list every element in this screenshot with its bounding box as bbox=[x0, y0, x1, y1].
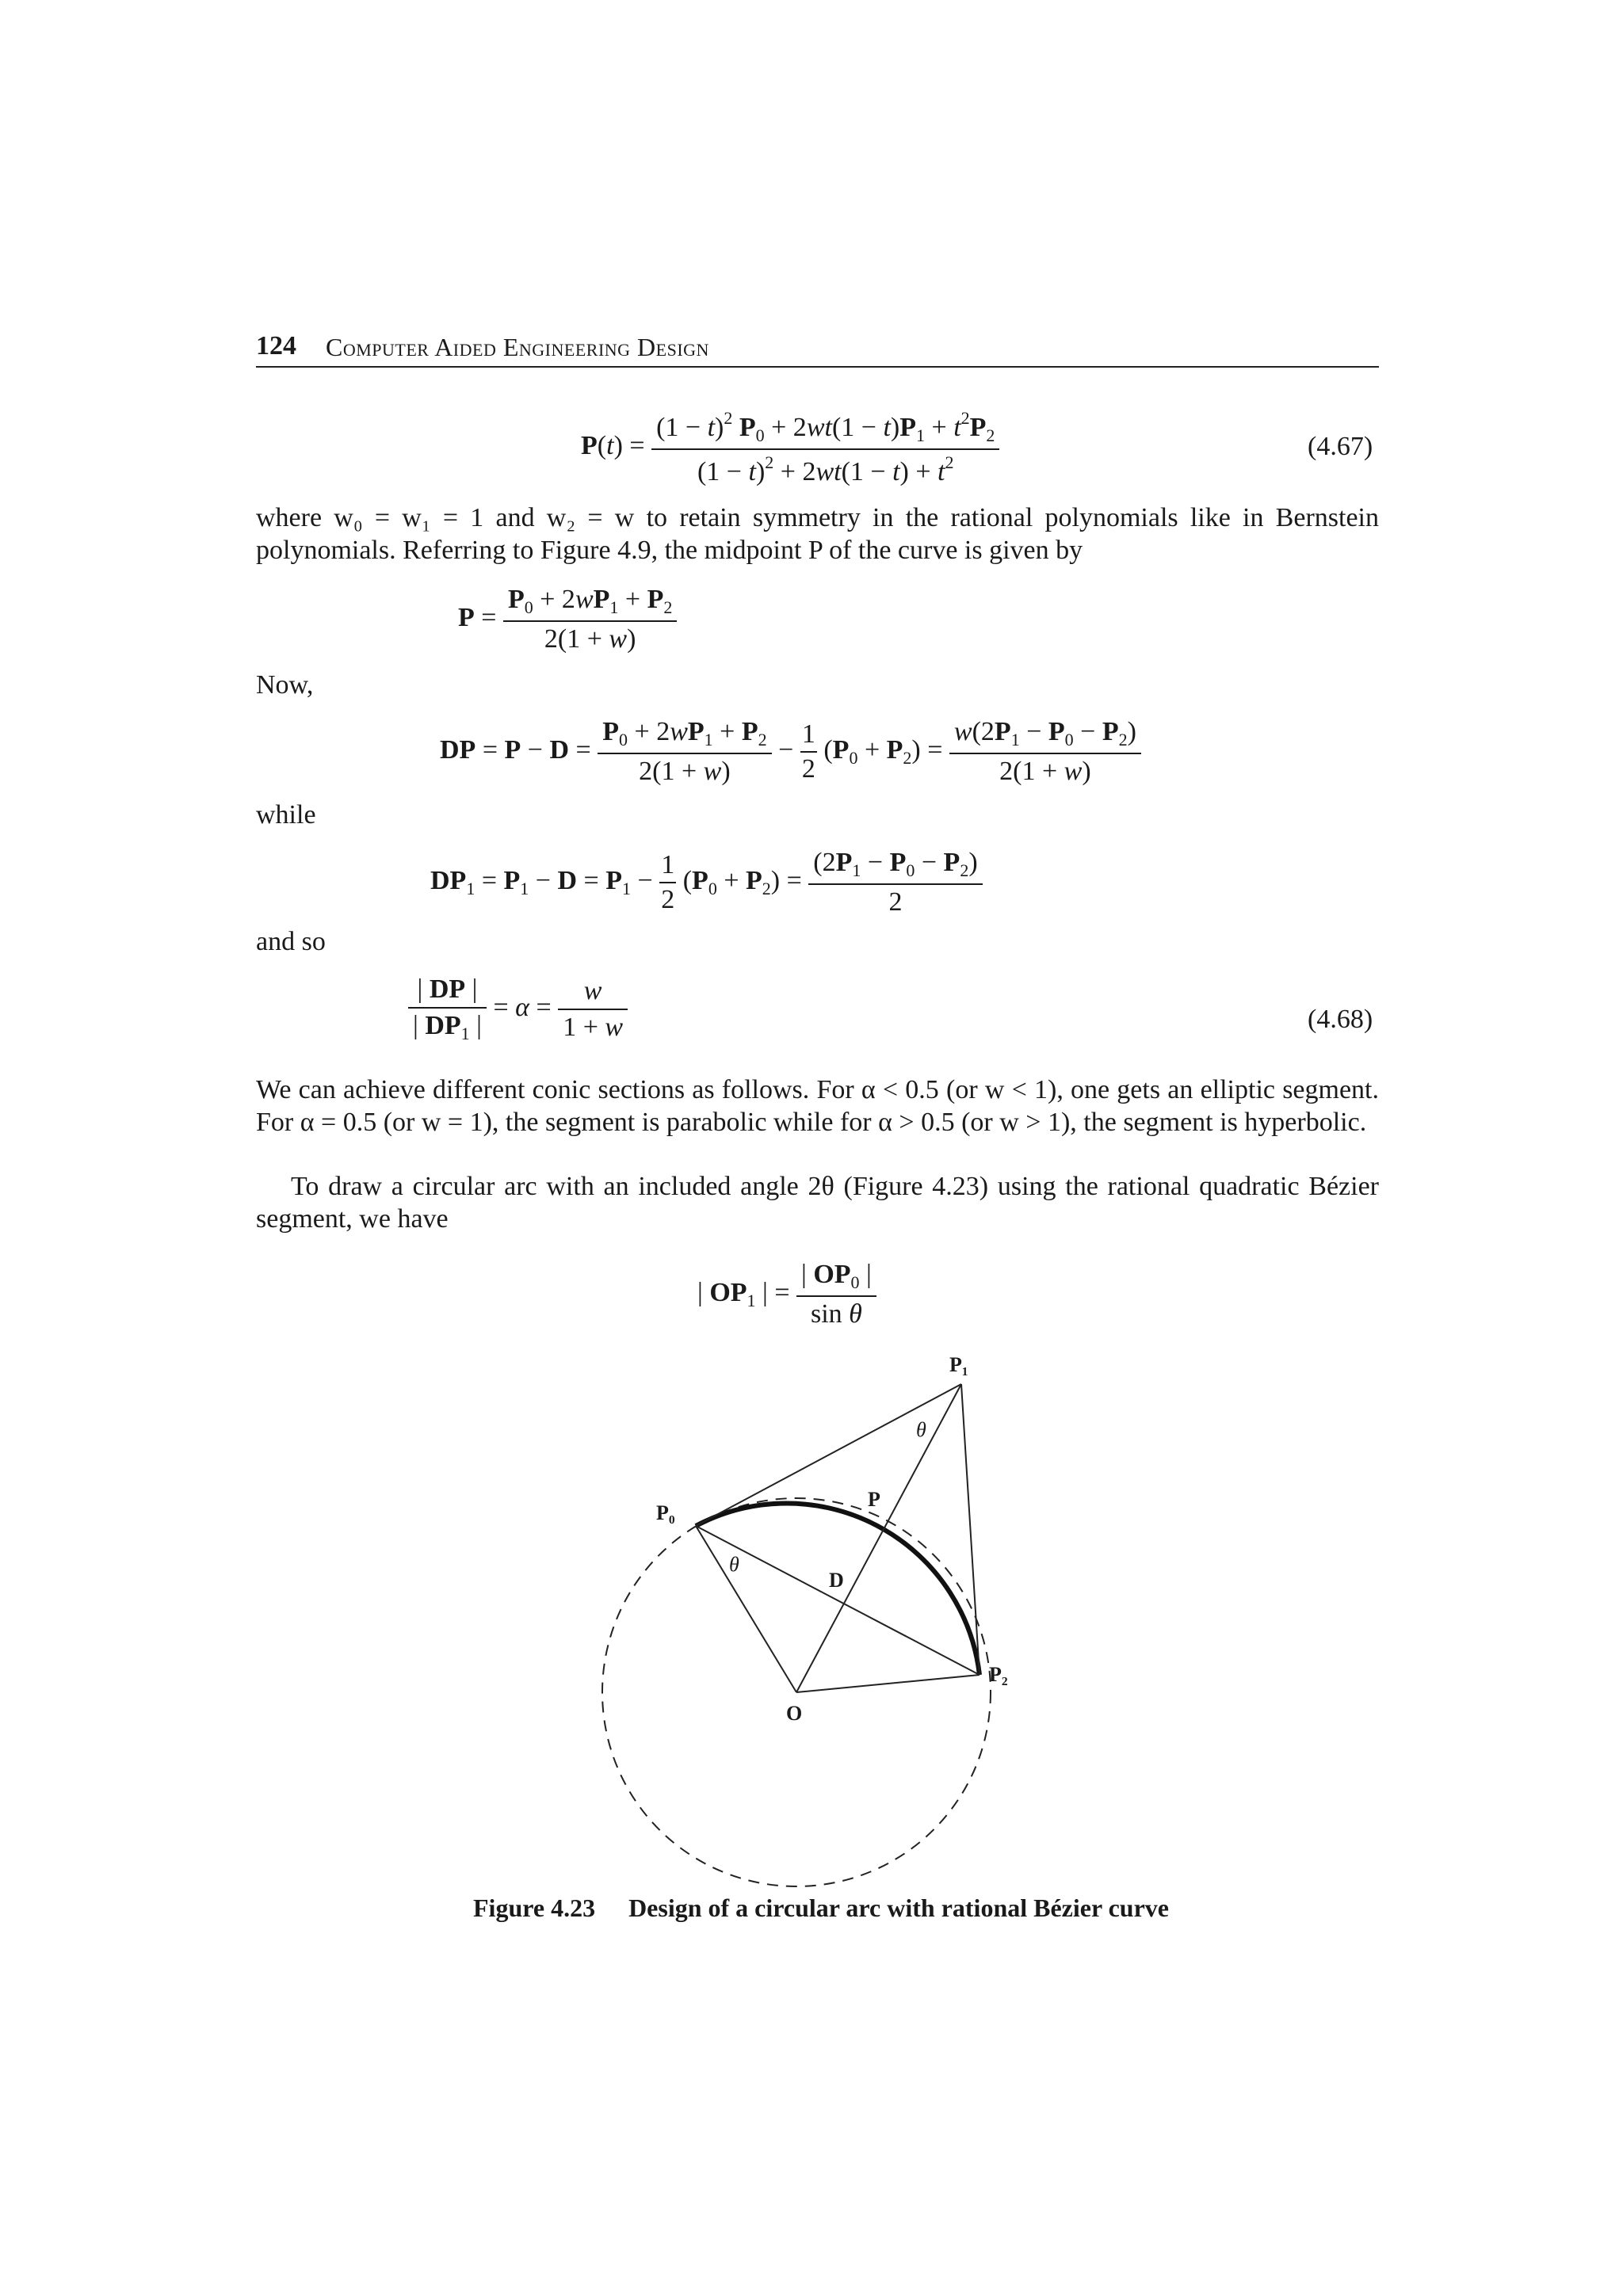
equation-midpoint: P = $\frac{P_0 + 2wP_1 + P_2}{2(1 + w)}$ bbox=[458, 585, 677, 654]
line-o-p1 bbox=[796, 1384, 961, 1692]
construction-lines bbox=[696, 1384, 980, 1692]
label-d: D bbox=[829, 1569, 844, 1592]
label-theta-top: θ bbox=[916, 1418, 926, 1441]
equation-4-68: $\frac{| DP |}{| DP_1 |}$ = α = $\frac{w}{1 + w}$ bbox=[408, 974, 628, 1044]
label-o: O bbox=[786, 1702, 803, 1725]
text-and-so: and so bbox=[256, 927, 326, 956]
line-p0-p1 bbox=[696, 1384, 961, 1526]
line-o-p2 bbox=[796, 1675, 980, 1692]
line-p0-o bbox=[696, 1526, 796, 1692]
paragraph-circular-arc: To draw a circular arc with an included angle 2θ (Figure 4.23) using the rational quadratic Bézier segment, we have bbox=[256, 1172, 1379, 1234]
running-title: Computer Aided Engineering Design bbox=[326, 333, 709, 361]
paragraph-where: where w₀ = w₁ = 1 and w₂ = w to retain symmetry in the rational polynomials like in Bernstein polynomials. Referring to Figure 4.9, the midpoint P of the curve is given by bbox=[256, 503, 1379, 565]
page-number: 124 bbox=[256, 331, 296, 360]
label-p2: P₂ bbox=[989, 1663, 1008, 1686]
equation-number-4-67: (4.67) bbox=[1308, 432, 1373, 461]
label-p1: P₁ bbox=[949, 1353, 968, 1376]
paragraph-conic-sections: We can achieve different conic sections as follows. For α < 0.5 (or w < 1), one gets an elliptic segment. For α = 0.5 (or w = 1), the segment is parabolic while for α > 0.5 (or w > 1), the segment is hyperbolic. bbox=[256, 1075, 1379, 1137]
figure-caption bbox=[473, 1894, 1169, 1923]
figure-caption-number: Figure 4.23 bbox=[473, 1894, 596, 1922]
line-p0-p2 bbox=[696, 1526, 980, 1675]
equation-dp1: $DP_1 = P_1 - D = P_1$ − $\frac{1}{2}$ $(P_0 + P_2)$ = $\frac{(2P_1 - P_0 - P_2)}{2}$ bbox=[430, 848, 983, 917]
label-p0: P₀ bbox=[656, 1501, 675, 1524]
equation-op1: | $OP_1$ | = $\frac{| OP_0 |}{\text{sin θ}}$ bbox=[697, 1260, 876, 1329]
label-theta-left: θ bbox=[729, 1553, 739, 1576]
equation-4-67: P(t) = $\frac{(1 - t)^2 P_0 + 2wt(1 - t)P_1 + t^2P_2}{(1 - t)^2 + 2wt(1 - t) + t^2}$ bbox=[581, 408, 999, 487]
equation-number-4-68: (4.68) bbox=[1308, 1005, 1373, 1034]
equation-dp: DP = P − D = $\frac{P_0 + 2wP_1 + P_2}{2(1 + w)}$ − $\frac{1}{2}$ $(P_0 + P_2)$ = $\frac{w(2P_1 - P_0 - P_2)}{2(1 + w)}$ bbox=[440, 717, 1141, 787]
label-p: P bbox=[868, 1488, 880, 1511]
text-while: while bbox=[256, 800, 316, 830]
figure-caption-text: Design of a circular arc with rational Bézier curve bbox=[628, 1894, 1169, 1922]
text-now: Now, bbox=[256, 670, 314, 700]
